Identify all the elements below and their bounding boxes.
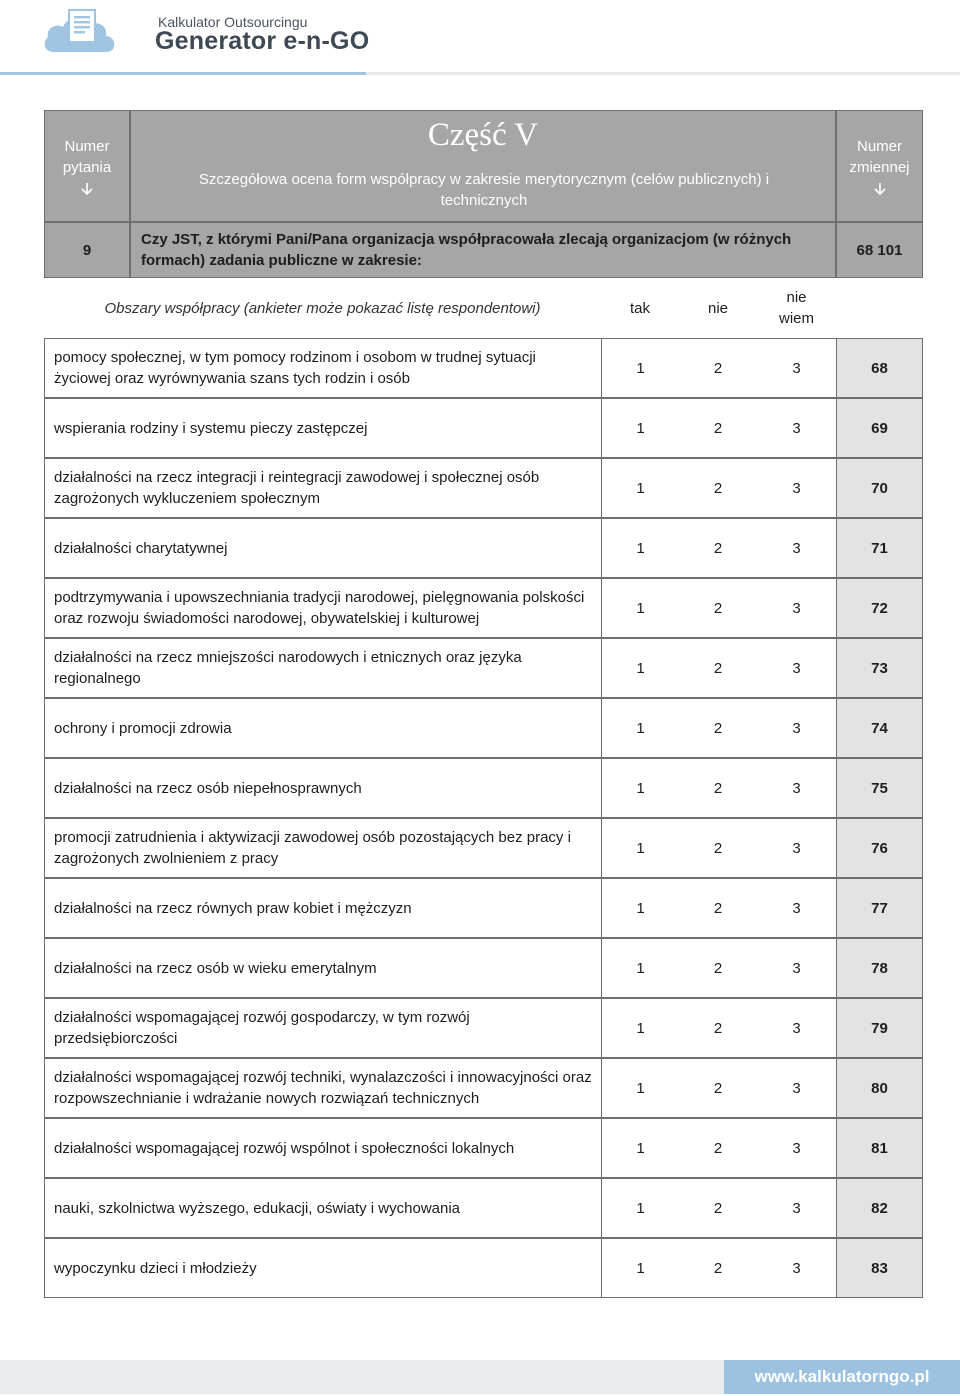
answer-dontknow-code[interactable]: 3 bbox=[757, 458, 836, 518]
answer-yes-code[interactable]: 1 bbox=[601, 458, 679, 518]
area-label: ochrony i promocji zdrowia bbox=[44, 698, 601, 758]
answer-dontknow-code[interactable]: 3 bbox=[757, 698, 836, 758]
answer-dontknow-code[interactable]: 3 bbox=[757, 998, 836, 1058]
answer-dontknow-code[interactable]: 3 bbox=[757, 818, 836, 878]
area-label: działalności na rzecz równych praw kobiet i mężczyzn bbox=[44, 878, 601, 938]
answer-yes-code[interactable]: 1 bbox=[601, 638, 679, 698]
answer-dontknow-code[interactable]: 3 bbox=[757, 518, 836, 578]
table-row bbox=[44, 338, 923, 398]
question-text: Czy JST, z którymi Pani/Pana organizacja współpracowała zlecają organizacjom (w różnych formach) zadania publiczne w zakresie: bbox=[130, 222, 836, 278]
logo bbox=[42, 6, 370, 55]
variable-number: 80 bbox=[836, 1058, 923, 1118]
table-row bbox=[44, 938, 923, 998]
answer-no-code[interactable]: 2 bbox=[679, 338, 757, 398]
document-cloud-icon bbox=[42, 6, 147, 54]
table-row bbox=[44, 998, 923, 1058]
area-label: działalności wspomagającej rozwój gospodarczy, w tym rozwój przedsiębiorczości bbox=[44, 998, 601, 1058]
table-row bbox=[44, 758, 923, 818]
question-number-header bbox=[44, 110, 130, 222]
answer-no-code[interactable]: 2 bbox=[679, 1118, 757, 1178]
option-no-header: nie bbox=[707, 299, 729, 317]
answer-no-code[interactable]: 2 bbox=[679, 518, 757, 578]
logo-title: Generator e-n-GO bbox=[155, 27, 370, 55]
section-subtitle: Szczegółowa ocena form współpracy w zakresie merytorycznym (celów publicznych) i technicznych bbox=[198, 171, 770, 209]
answer-dontknow-code[interactable]: 3 bbox=[757, 938, 836, 998]
option-yes-header: tak bbox=[629, 299, 650, 317]
answer-yes-code[interactable]: 1 bbox=[601, 398, 679, 458]
answer-yes-code[interactable]: 1 bbox=[601, 758, 679, 818]
area-label: nauki, szkolnictwa wyższego, edukacji, oświaty i wychowania bbox=[44, 1178, 601, 1238]
option-dontknow-header bbox=[757, 278, 836, 338]
variable-number: 78 bbox=[836, 938, 923, 998]
answer-yes-code[interactable]: 1 bbox=[601, 1178, 679, 1238]
variable-number-header bbox=[836, 110, 923, 222]
area-label: działalności wspomagającej rozwój techniki, wynalazczości i innowacyjności oraz rozpowszechnianie i wdrażanie nowych rozwiązań technicznych bbox=[44, 1058, 601, 1118]
answer-dontknow-code[interactable]: 3 bbox=[757, 878, 836, 938]
answer-no-code[interactable]: 2 bbox=[679, 458, 757, 518]
arrow-down-icon bbox=[80, 182, 94, 196]
answer-yes-code[interactable]: 1 bbox=[601, 698, 679, 758]
variable-number: 77 bbox=[836, 878, 923, 938]
answer-no-code[interactable]: 2 bbox=[679, 638, 757, 698]
option-dontknow-label: nie wiem bbox=[778, 289, 814, 327]
question-number-header-label: Numer pytania bbox=[62, 138, 112, 176]
variable-number: 69 bbox=[836, 398, 923, 458]
section-title: Część V bbox=[427, 116, 539, 153]
variable-number: 70 bbox=[836, 458, 923, 518]
answer-yes-code[interactable]: 1 bbox=[601, 818, 679, 878]
answer-dontknow-code[interactable]: 3 bbox=[757, 758, 836, 818]
answer-dontknow-code[interactable]: 3 bbox=[757, 1238, 836, 1298]
answer-yes-code[interactable]: 1 bbox=[601, 1238, 679, 1298]
answer-dontknow-code[interactable]: 3 bbox=[757, 398, 836, 458]
variable-number: 72 bbox=[836, 578, 923, 638]
answer-dontknow-code[interactable]: 3 bbox=[757, 638, 836, 698]
table-row bbox=[44, 1058, 923, 1118]
variable-number: 74 bbox=[836, 698, 923, 758]
answer-no-code[interactable]: 2 bbox=[679, 698, 757, 758]
areas-label: Obszary współpracy (ankieter może pokazać listę respondentowi) bbox=[104, 299, 541, 317]
area-label: wypoczynku dzieci i młodzieży bbox=[44, 1238, 601, 1298]
footer-url[interactable]: www.kalkulatorngo.pl bbox=[724, 1360, 960, 1394]
answer-no-code[interactable]: 2 bbox=[679, 938, 757, 998]
area-label: działalności na rzecz osób w wieku emerytalnym bbox=[44, 938, 601, 998]
area-label: podtrzymywania i upowszechniania tradycji narodowej, pielęgnowania polskości oraz rozwoju świadomości narodowej, obywatelskiej i kulturowej bbox=[44, 578, 601, 638]
area-label: działalności na rzecz osób niepełnosprawnych bbox=[44, 758, 601, 818]
table-row bbox=[44, 1178, 923, 1238]
answer-dontknow-code[interactable]: 3 bbox=[757, 1118, 836, 1178]
table-row bbox=[44, 818, 923, 878]
area-label: wspierania rodziny i systemu pieczy zastępczej bbox=[44, 398, 601, 458]
variable-number: 71 bbox=[836, 518, 923, 578]
header-divider-accent bbox=[0, 72, 366, 75]
answer-yes-code[interactable]: 1 bbox=[601, 878, 679, 938]
answer-yes-code[interactable]: 1 bbox=[601, 1118, 679, 1178]
answer-no-code[interactable]: 2 bbox=[679, 878, 757, 938]
variable-number: 68 bbox=[836, 338, 923, 398]
answer-no-code[interactable]: 2 bbox=[679, 818, 757, 878]
answer-yes-code[interactable]: 1 bbox=[601, 938, 679, 998]
variable-number: 79 bbox=[836, 998, 923, 1058]
table-row bbox=[44, 458, 923, 518]
question-number: 9 bbox=[44, 222, 130, 278]
table-row bbox=[44, 1238, 923, 1298]
answer-yes-code[interactable]: 1 bbox=[601, 518, 679, 578]
table-row bbox=[44, 1118, 923, 1178]
table-row bbox=[44, 398, 923, 458]
area-label: promocji zatrudnienia i aktywizacji zawodowej osób pozostających bez pracy i zagrożonych zwolnieniem z pracy bbox=[44, 818, 601, 878]
variable-range: 68 101 bbox=[836, 222, 923, 278]
variable-number: 82 bbox=[836, 1178, 923, 1238]
area-label: działalności na rzecz mniejszości narodowych i etnicznych oraz języka regionalnego bbox=[44, 638, 601, 698]
table-row bbox=[44, 578, 923, 638]
table-row bbox=[44, 638, 923, 698]
area-label: pomocy społecznej, w tym pomocy rodzinom i osobom w trudnej sytuacji życiowej oraz wyrównywania szans tych rodzin i osób bbox=[44, 338, 601, 398]
answer-dontknow-code[interactable]: 3 bbox=[757, 1178, 836, 1238]
answer-yes-code[interactable]: 1 bbox=[601, 1058, 679, 1118]
area-label: działalności na rzecz integracji i reintegracji zawodowej i społecznej osób zagrożonych wykluczeniem społecznym bbox=[44, 458, 601, 518]
answer-yes-code[interactable]: 1 bbox=[601, 998, 679, 1058]
section-header bbox=[130, 110, 836, 222]
answer-no-code[interactable]: 2 bbox=[679, 578, 757, 638]
answer-dontknow-code[interactable]: 3 bbox=[757, 338, 836, 398]
answer-yes-code[interactable]: 1 bbox=[601, 338, 679, 398]
area-label: działalności wspomagającej rozwój wspólnot i społeczności lokalnych bbox=[44, 1118, 601, 1178]
arrow-down-icon bbox=[873, 182, 887, 196]
answer-dontknow-code[interactable]: 3 bbox=[757, 578, 836, 638]
variable-number: 76 bbox=[836, 818, 923, 878]
variable-number: 83 bbox=[836, 1238, 923, 1298]
answer-dontknow-code[interactable]: 3 bbox=[757, 1058, 836, 1118]
answer-no-code[interactable]: 2 bbox=[679, 1178, 757, 1238]
answer-yes-code[interactable]: 1 bbox=[601, 578, 679, 638]
answer-no-code[interactable]: 2 bbox=[679, 1238, 757, 1298]
variable-number: 75 bbox=[836, 758, 923, 818]
answer-no-code[interactable]: 2 bbox=[679, 1058, 757, 1118]
table-row bbox=[44, 518, 923, 578]
variable-number-header-label: Numer zmiennej bbox=[849, 138, 910, 176]
variable-number: 73 bbox=[836, 638, 923, 698]
answer-no-code[interactable]: 2 bbox=[679, 758, 757, 818]
answer-no-code[interactable]: 2 bbox=[679, 398, 757, 458]
logo-subtitle: Kalkulator Outsourcingu bbox=[158, 14, 308, 30]
answer-no-code[interactable]: 2 bbox=[679, 998, 757, 1058]
area-label: działalności charytatywnej bbox=[44, 518, 601, 578]
variable-number: 81 bbox=[836, 1118, 923, 1178]
table-row bbox=[44, 878, 923, 938]
table-row bbox=[44, 698, 923, 758]
